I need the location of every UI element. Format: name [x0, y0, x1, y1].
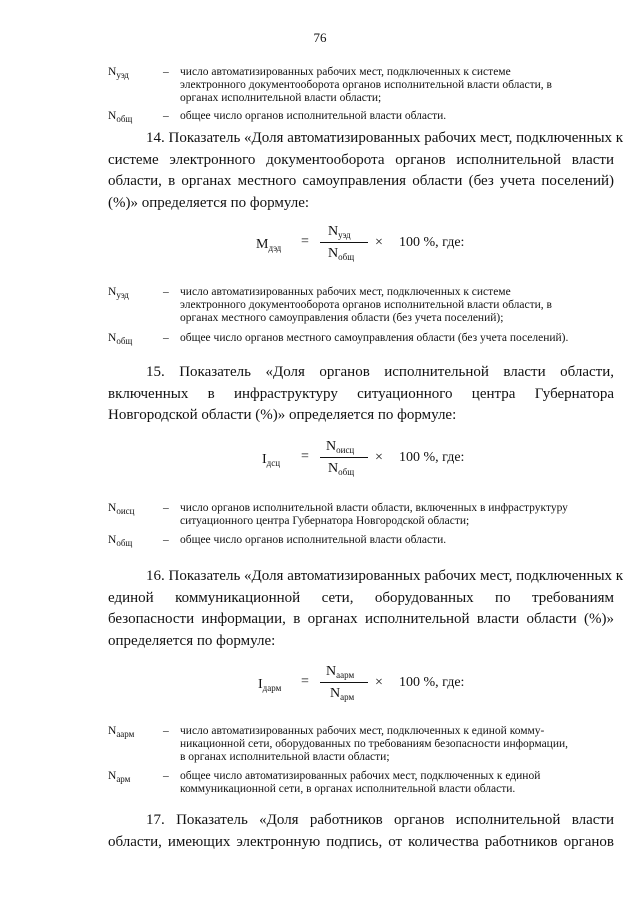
paragraph-17: 17. Показатель «Доля работников органов исполнительной власти области, имеющих электронную подпись, от количества работников органов	[108, 812, 614, 850]
definition-text: число автоматизированных рабочих мест, подключенных к системе электронного документооборота органов исполнительной власти области, в органах исполнительной власти области;	[180, 66, 552, 104]
definition-text: число автоматизированных рабочих мест, подключенных к единой комму- никационной сети, оборудованных по требованиям безопасности информации, в органах исполнительной власти области;	[180, 725, 569, 763]
formula-16: $I_{дарм}$ = $N_{аарм}$ $N_{арм}$ × 100 %, где:	[258, 664, 465, 702]
definition-symbol: $N_{аарм}$	[108, 725, 135, 739]
definition-dash: –	[163, 502, 169, 514]
definition-dash: –	[163, 534, 169, 546]
definition-symbol: $N_{общ}$	[108, 332, 133, 346]
paragraph-16: 16. Показатель «Доля автоматизированных рабочих мест, подключенных к единой коммуникационной сети, оборудованных по требованиям безопасности информации, в органах исполнительной власти области (%)» определяется по формуле:	[108, 568, 624, 649]
definition-text: общее число органов исполнительной власти области.	[180, 534, 447, 546]
paragraph-14: 14. Показатель «Доля автоматизированных рабочих мест, подключенных к системе электронного документооборота органов исполнительной власти области, в органах местного самоуправления области (без учета поселений) (%)» определяется по формуле:	[108, 130, 624, 211]
definition-text: число автоматизированных рабочих мест, подключенных к системе электронного документооборота органов исполнительной власти области, в органах местного самоуправления области (без учета поселений);	[180, 286, 552, 324]
definition-symbol: $N_{уэд}$	[108, 66, 129, 80]
definition-text: общее число органов исполнительной власти области.	[180, 110, 447, 122]
definition-dash: –	[163, 286, 169, 298]
definition-dash: –	[163, 725, 169, 737]
definition-symbol: $N_{оисц}$	[108, 502, 135, 516]
definition-symbol: $N_{общ}$	[108, 110, 133, 124]
definition-text: число органов исполнительной власти области, включенных в инфраструктуру ситуационного центра Губернатора Новгородской области;	[180, 502, 568, 527]
formula-14: $M_{дэд}$ = $N_{уэд}$ $N_{общ}$ × 100 %, где:	[256, 224, 465, 262]
definition-symbol: $N_{арм}$	[108, 770, 131, 784]
definition-text: общее число автоматизированных рабочих мест, подключенных к единой коммуникационной сети, в органах исполнительной власти области.	[180, 770, 541, 795]
definition-dash: –	[163, 110, 169, 122]
definition-dash: –	[163, 66, 169, 78]
definition-dash: –	[163, 770, 169, 782]
definition-symbol: $N_{общ}$	[108, 534, 133, 548]
definition-symbol: $N_{уэд}$	[108, 286, 129, 300]
definition-text: общее число органов местного самоуправления области (без учета поселений).	[180, 332, 569, 344]
formula-15: $I_{дсц}$ = $N_{оисц}$ $N_{общ}$ × 100 %, где:	[262, 439, 465, 477]
paragraph-15: 15. Показатель «Доля органов исполнительной власти области, включенных в инфраструктуру ситуационного центра Губернатора Новгородской области (%)» определяется по формуле:	[108, 364, 614, 423]
definition-dash: –	[163, 332, 169, 344]
page-number: 76	[313, 30, 327, 45]
